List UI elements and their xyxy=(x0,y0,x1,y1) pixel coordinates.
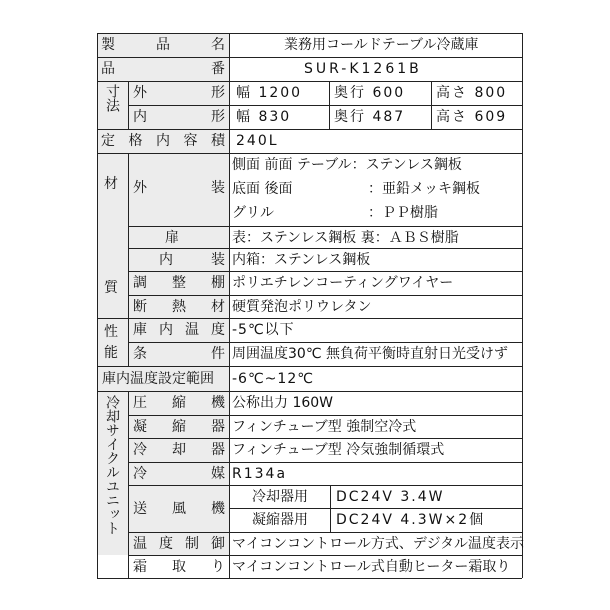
exterior-line3: グリル xyxy=(232,205,274,221)
temp-range-value: -6℃~12℃ xyxy=(232,371,314,387)
rule xyxy=(431,81,432,129)
rule xyxy=(330,485,331,532)
rule xyxy=(522,33,523,578)
outer-depth: 奥行 600 xyxy=(334,85,406,101)
rule xyxy=(128,438,522,439)
inner-depth: 奥行 487 xyxy=(334,109,406,125)
label-char: 品 xyxy=(156,37,170,53)
conditions-label xyxy=(133,344,225,364)
rule xyxy=(128,105,522,106)
label-char: 度 xyxy=(159,536,173,552)
label-char: 形 xyxy=(211,85,225,101)
inner-height: 高さ 609 xyxy=(436,109,508,125)
capacity-label xyxy=(101,131,225,151)
rule xyxy=(97,129,522,130)
label-char: 送 xyxy=(133,501,147,517)
rule xyxy=(128,462,522,463)
rule xyxy=(97,33,98,578)
rule xyxy=(128,318,129,366)
dims-group-label: 寸法 xyxy=(104,84,120,112)
compressor-value: 公称出力 160W xyxy=(232,395,334,411)
performance-group-label-2: 能 xyxy=(104,345,118,361)
cooler-fan-value: DC24V 3.4W xyxy=(336,489,445,505)
exterior-line2: 底面 後面 xyxy=(232,181,293,197)
condenser-fan-label: 凝縮器用 xyxy=(252,512,308,528)
material-group-label-2: 質 xyxy=(104,280,118,296)
rule xyxy=(229,508,522,509)
compressor-label xyxy=(133,393,225,413)
label-char: 定 xyxy=(101,133,115,149)
cooling-group-label: 冷却サイクルユニット xyxy=(104,395,120,535)
rule xyxy=(128,485,522,486)
label-char: 温 xyxy=(185,322,199,338)
label-char: 形 xyxy=(211,109,225,125)
rule xyxy=(128,532,522,533)
label-char: 温 xyxy=(133,536,147,552)
performance-group-label-1: 性 xyxy=(104,324,118,340)
product-name-value: 業務用コールドテーブル冷蔵庫 xyxy=(284,37,479,53)
refrigerant-value: R134a xyxy=(232,466,288,482)
rule xyxy=(97,33,522,34)
label-char: 棚 xyxy=(211,275,225,291)
temp-range-label: 庫内温度設定範囲 xyxy=(102,371,214,387)
exterior-line1: 側面 前面 テーブル：ステンレス鋼板 xyxy=(232,157,462,173)
temp-label xyxy=(133,320,225,340)
refrigerant-label xyxy=(133,464,225,484)
door-value: 表：ステンレス鋼板 裏：ＡＢＳ樹脂 xyxy=(232,230,459,246)
label-char: 装 xyxy=(211,180,225,196)
inner-dims-label xyxy=(133,107,225,127)
model-value: SUR-K1261B xyxy=(304,61,422,77)
rule xyxy=(97,153,522,154)
rule xyxy=(128,391,129,578)
shelf-value: ポリエチレンコーティングワイヤー xyxy=(232,275,454,291)
rule xyxy=(128,226,522,227)
temp-value: -5℃以下 xyxy=(232,322,295,338)
insulation-value: 硬質発泡ポリウレタン xyxy=(232,299,372,315)
rule xyxy=(128,295,522,296)
rule xyxy=(128,555,522,556)
outer-dims-label xyxy=(133,83,225,103)
condenser-value: フィンチューブ型 強制空冷式 xyxy=(232,419,417,435)
label-char: 縮 xyxy=(172,395,186,411)
cooler-value: フィンチューブ型 冷気強制循環式 xyxy=(232,442,445,458)
label-char: 器 xyxy=(211,442,225,458)
label-char: 内 xyxy=(159,322,173,338)
label-char: 凝 xyxy=(133,419,147,435)
rule xyxy=(128,153,129,318)
temp-control-label xyxy=(133,534,225,554)
conditions-value: 周囲温度30℃ 無負荷平衡時直射日光受けず xyxy=(232,346,508,362)
insulation-label xyxy=(133,297,225,317)
label-char: 番 xyxy=(211,61,225,77)
door-label xyxy=(133,228,225,248)
outer-width: 幅 1200 xyxy=(236,85,303,101)
condenser-fan-value: DC24V 4.3W×2個 xyxy=(336,512,486,528)
label-char: 霜 xyxy=(133,559,147,575)
label-char: 断 xyxy=(133,299,147,315)
model-label xyxy=(101,59,225,79)
rule xyxy=(128,342,522,343)
rule xyxy=(128,248,522,249)
label-char: 度 xyxy=(211,322,225,338)
label-char: 熱 xyxy=(172,299,186,315)
label-char: 取 xyxy=(172,559,186,575)
defrost-label xyxy=(133,557,225,577)
label-char: 調 xyxy=(133,275,147,291)
rule xyxy=(97,366,522,367)
label-char: 却 xyxy=(172,442,186,458)
label-char: 外 xyxy=(133,180,147,196)
defrost-value: マイコンコントロール式自動ヒーター霜取り xyxy=(232,559,511,575)
label-char: 名 xyxy=(211,37,225,53)
rule xyxy=(229,33,230,578)
label-char: 機 xyxy=(211,501,225,517)
temp-control-value: マイコンコントロール方式、デジタル温度表示 xyxy=(232,536,525,552)
outer-height: 高さ 800 xyxy=(436,85,508,101)
label-char: 整 xyxy=(172,275,186,291)
rule xyxy=(97,81,522,82)
label-char: 積 xyxy=(211,133,225,149)
label-char: 制 xyxy=(185,536,199,552)
material-group-label-1: 材 xyxy=(104,176,118,192)
label-char: 品 xyxy=(101,61,115,77)
capacity-value: 240L xyxy=(236,133,279,149)
rule xyxy=(128,415,522,416)
label-char: 機 xyxy=(211,395,225,411)
rule xyxy=(97,391,522,392)
condenser-label xyxy=(133,417,225,437)
label-char: 格 xyxy=(128,133,143,149)
interior-value: 内箱：ステンレス鋼板 xyxy=(232,252,371,268)
label-char: 内 xyxy=(156,133,170,149)
exterior-label xyxy=(133,178,225,198)
cooler-fan-label: 冷却器用 xyxy=(252,489,308,505)
rule xyxy=(128,81,129,129)
label-char: 圧 xyxy=(133,395,147,411)
label-char: 内 xyxy=(159,252,173,268)
label-char: 縮 xyxy=(172,419,186,435)
label-char: 冷 xyxy=(133,442,147,458)
product-name-label xyxy=(101,35,225,55)
rule xyxy=(97,578,522,579)
label-char: 製 xyxy=(101,37,115,53)
rule xyxy=(329,81,330,129)
inner-width: 幅 830 xyxy=(236,109,292,125)
label-char: 装 xyxy=(211,252,225,268)
label-char: 媒 xyxy=(211,466,225,482)
label-char: 容 xyxy=(183,133,198,149)
label-char: 庫 xyxy=(133,322,147,338)
label-char: 件 xyxy=(211,346,225,362)
shelf-label xyxy=(133,273,225,293)
rule xyxy=(97,57,522,58)
label-char: 条 xyxy=(133,346,147,362)
label-char: り xyxy=(211,559,225,575)
label-char: 内 xyxy=(133,109,147,125)
exterior-line2b: ：亜鉛メッキ鋼板 xyxy=(368,181,480,197)
interior-label xyxy=(133,250,225,270)
rule xyxy=(97,318,522,319)
label-char: 扉 xyxy=(165,230,179,246)
rule xyxy=(128,271,522,272)
label-char: 材 xyxy=(211,299,225,315)
label-char: 外 xyxy=(133,85,147,101)
label-char: 冷 xyxy=(133,466,147,482)
label-char: 風 xyxy=(172,501,186,517)
label-char: 器 xyxy=(211,419,225,435)
cooler-label xyxy=(133,440,225,460)
label-char: 御 xyxy=(211,536,225,552)
exterior-line3b: ：ＰＰ樹脂 xyxy=(368,205,438,221)
fan-label xyxy=(133,499,225,519)
